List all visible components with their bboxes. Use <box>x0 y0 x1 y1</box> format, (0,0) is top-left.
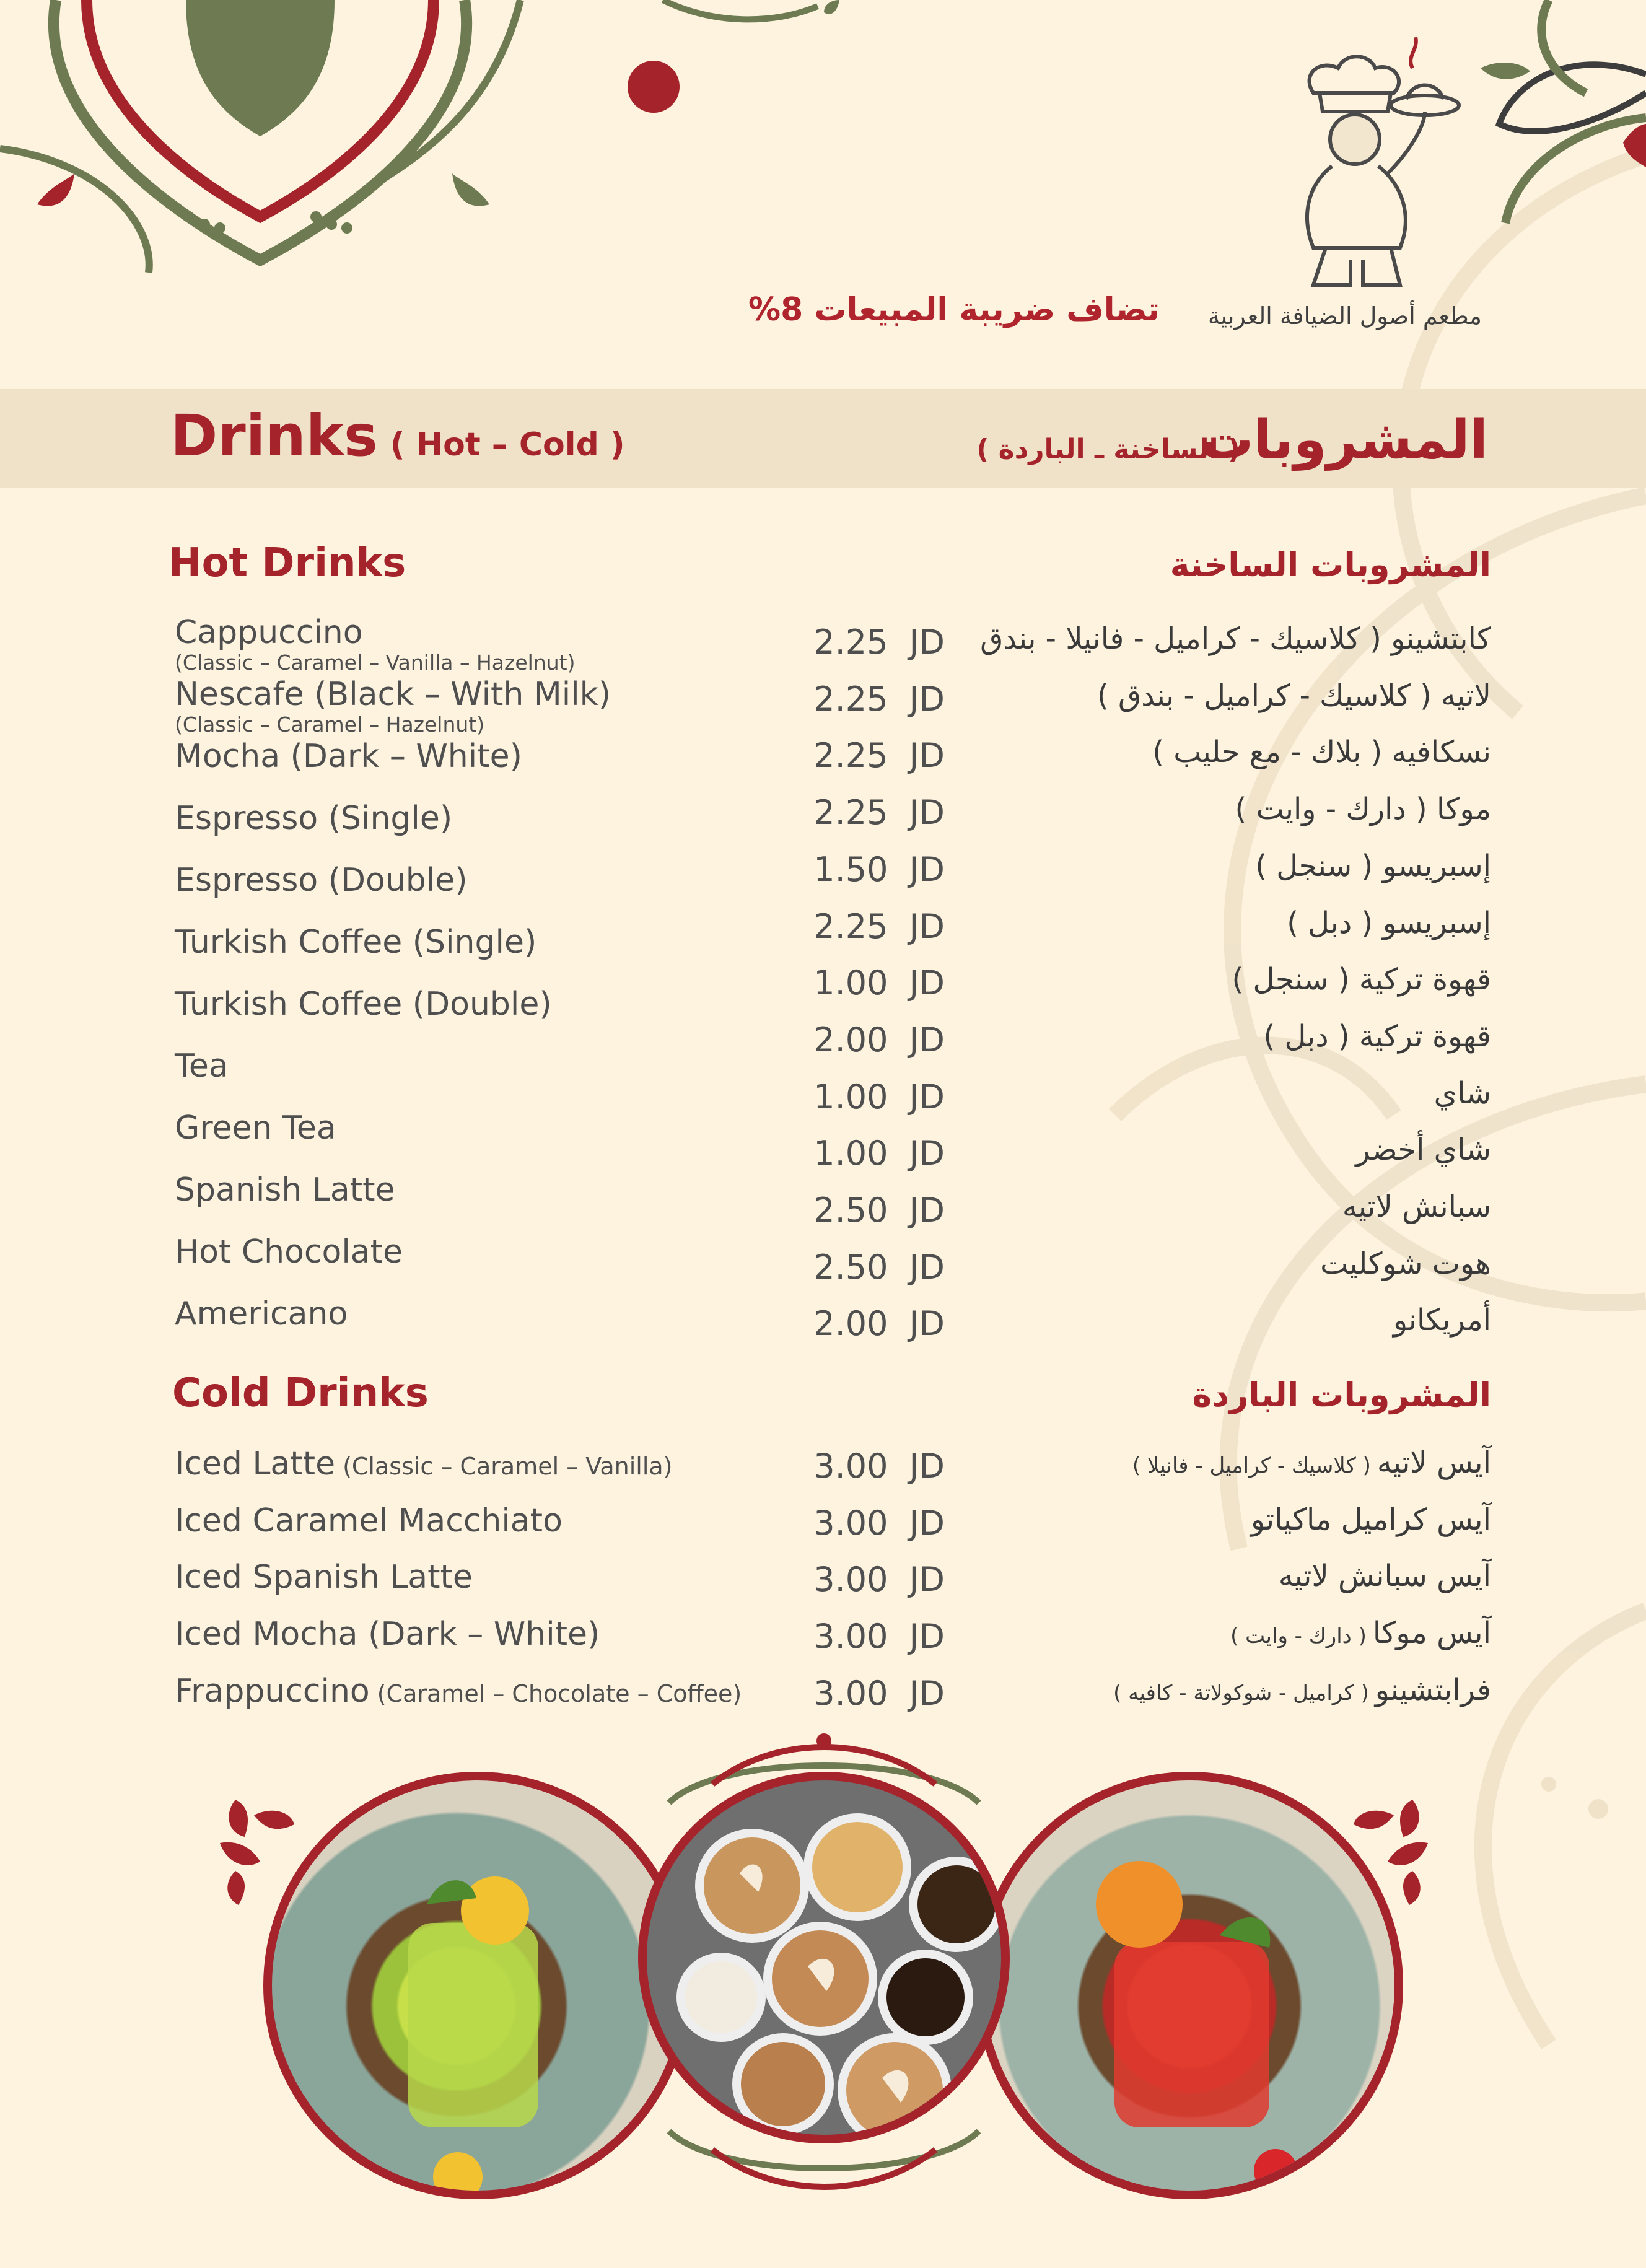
hot-item-price <box>759 1191 945 1230</box>
cold-item-name-en <box>175 1672 742 1710</box>
cold-item-label-ar: آيس سبانش لاتيه <box>1278 1559 1491 1594</box>
hot-item-name-en <box>175 862 468 899</box>
hot-item-name-ar: إسبريسو ( دبل ) <box>1287 905 1491 940</box>
cold-item-price <box>759 1504 945 1543</box>
coffee-cups-icon <box>647 1780 1010 2143</box>
currency-label: JD <box>909 1020 945 1059</box>
currency-label: JD <box>909 1673 945 1713</box>
hot-item-label-en: Spanish Latte <box>175 1171 395 1209</box>
price-value: 3.00 <box>813 1673 888 1713</box>
cold-item-options-ar: ( كراميل - شوكولاتة - كافيه ) <box>1113 1680 1369 1705</box>
cold-item-options-ar: ( دارك - وايت ) <box>1230 1624 1367 1649</box>
hot-item-label-en: Green Tea <box>175 1110 336 1147</box>
cold-item-name-ar <box>1230 1616 1491 1650</box>
price-value: 3.00 <box>813 1560 888 1600</box>
hot-item-label-en: Hot Chocolate <box>175 1233 403 1271</box>
currency-label: JD <box>909 906 945 946</box>
cold-item-label-en: Iced Spanish Latte <box>175 1559 473 1596</box>
hot-item-name-en <box>175 986 552 1023</box>
hot-item-label-en: Turkish Coffee (Single) <box>175 924 537 961</box>
hot-item-name-ar: لاتيه ( كلاسيك - كراميل - بندق ) <box>1097 678 1491 713</box>
price-value: 3.00 <box>813 1447 888 1486</box>
currency-label: JD <box>909 849 945 889</box>
currency-label: JD <box>909 1447 945 1486</box>
chef-logo <box>1307 37 1459 285</box>
currency-label: JD <box>909 793 945 833</box>
hot-item-label-en: Espresso (Double) <box>175 862 468 899</box>
price-value: 1.00 <box>813 1077 888 1116</box>
currency-label: JD <box>909 1134 945 1173</box>
hot-item-price <box>759 1304 945 1343</box>
hot-item-price <box>759 1077 945 1116</box>
hot-item-name-en <box>175 678 611 735</box>
hot-item-price <box>759 736 945 775</box>
hot-drinks-heading-ar: المشروبات الساخنة <box>1170 545 1491 584</box>
hot-item-price <box>759 907 945 946</box>
currency-label: JD <box>909 1304 945 1344</box>
hot-item-name-en <box>175 740 522 773</box>
hot-item-name-ar: موكا ( دارك - وايت ) <box>1235 792 1491 827</box>
cold-item-price <box>759 1447 945 1486</box>
cold-item-name-en <box>175 1502 563 1539</box>
red-drink-glass-icon <box>984 1780 1403 2199</box>
hot-item-name-ar: شاي أخضر <box>1355 1132 1491 1168</box>
price-value: 2.25 <box>813 793 888 833</box>
lemonade-photo <box>263 1772 691 2199</box>
cold-drinks-heading-en: Cold Drinks <box>172 1370 429 1416</box>
hot-item-name-en <box>175 800 453 837</box>
cold-item-price <box>759 1617 945 1656</box>
price-value: 2.00 <box>813 1304 888 1344</box>
cold-item-options-en: (Classic – Caramel – Vanilla) <box>343 1453 673 1480</box>
cold-item-label-en: Iced Latte <box>175 1445 336 1482</box>
hot-item-name-ar: نسكافيه ( بلاك - مع حليب ) <box>1152 735 1491 770</box>
hot-drinks-heading-en: Hot Drinks <box>169 540 406 586</box>
hot-item-options-en: (Classic – Caramel – Vanilla – Hazelnut) <box>175 650 576 675</box>
hot-item-name-ar: هوت شوكليت <box>1320 1246 1491 1281</box>
price-value: 3.00 <box>813 1503 888 1543</box>
price-value: 2.25 <box>813 679 888 719</box>
hot-item-name-en <box>175 1048 229 1085</box>
currency-label: JD <box>909 963 945 1003</box>
hot-item-price <box>759 1134 945 1173</box>
iced-tea-photo <box>976 1772 1403 2199</box>
cold-item-options-ar: ( كلاسيك - كراميل - فانيلا ) <box>1132 1453 1371 1478</box>
currency-label: JD <box>909 1560 945 1600</box>
cold-item-price <box>759 1560 945 1599</box>
cold-item-label-en: Iced Mocha (Dark – White) <box>175 1616 600 1653</box>
hot-item-label-en: Cappuccino <box>175 614 363 651</box>
cold-item-label-ar: آيس موكا <box>1372 1616 1491 1651</box>
hot-item-name-en <box>175 1110 336 1147</box>
price-value: 2.00 <box>813 1020 888 1059</box>
hot-item-options-en: (Classic – Caramel – Hazelnut) <box>175 712 485 737</box>
hot-item-name-ar: شاي <box>1434 1075 1491 1111</box>
hot-item-name-en <box>175 1171 395 1209</box>
hot-item-name-en <box>175 1295 348 1333</box>
cold-item-options-en: (Caramel – Chocolate – Coffee) <box>377 1679 742 1707</box>
price-value: 1.00 <box>813 963 888 1003</box>
cold-item-price <box>759 1674 945 1713</box>
title-en-text: Drinks <box>170 403 378 469</box>
hot-item-label-en: Nescafe (Black – With Milk) <box>175 676 611 713</box>
cold-item-label-ar: فرابتشينو <box>1375 1672 1491 1707</box>
lemonade-glass-icon <box>272 1780 691 2199</box>
hot-item-label-en: Americano <box>175 1295 348 1333</box>
currency-label: JD <box>909 1191 945 1230</box>
hot-item-price <box>759 850 945 889</box>
cold-item-label-ar: آيس كراميل ماكياتو <box>1250 1502 1491 1537</box>
cold-drinks-heading-ar: المشروبات الباردة <box>1192 1375 1491 1414</box>
currency-label: JD <box>909 679 945 719</box>
cold-item-label-en: Iced Caramel Macchiato <box>175 1502 563 1539</box>
coffee-cups-photo <box>638 1772 1010 2143</box>
hot-item-price <box>759 963 945 1002</box>
restaurant-name: مطعم أصول الضيافة العربية <box>1208 302 1482 330</box>
cold-item-label-en: Frappuccino <box>175 1672 370 1710</box>
hot-item-name-ar: أمريكانو <box>1393 1303 1491 1338</box>
hot-item-label-en: Tea <box>175 1048 229 1085</box>
hot-item-name-ar: كابتشينو ( كلاسيك - كراميل - فانيلا - بندق <box>980 621 1491 656</box>
hot-item-name-ar: قهوة تركية ( دبل ) <box>1263 1018 1491 1054</box>
currency-label: JD <box>909 623 945 662</box>
cold-item-name-ar <box>1113 1673 1491 1707</box>
cold-item-label-ar: آيس لاتيه <box>1377 1445 1491 1480</box>
hot-item-label-en: Espresso (Single) <box>175 800 453 837</box>
cold-item-name-en <box>175 1559 473 1596</box>
price-value: 1.50 <box>813 849 888 889</box>
currency-label: JD <box>909 1503 945 1543</box>
cold-item-name-en <box>175 1445 673 1482</box>
price-value: 2.50 <box>813 1247 888 1287</box>
hot-item-name-en <box>175 616 575 673</box>
page-title-en <box>170 403 625 469</box>
price-value: 2.25 <box>813 736 888 776</box>
cold-item-name-ar <box>1251 1502 1491 1537</box>
hot-item-name-ar: إسبريسو ( سنجل ) <box>1255 848 1491 883</box>
hot-item-price <box>759 1020 945 1059</box>
cold-item-name-ar <box>1279 1559 1491 1593</box>
price-value: 2.25 <box>813 623 888 662</box>
title-ar-subtitle: ( الساخنة ـ الباردة ) <box>976 434 1240 465</box>
currency-label: JD <box>909 1077 945 1116</box>
hot-item-name-ar: سبانش لاتيه <box>1342 1189 1491 1224</box>
cold-item-name-en <box>175 1616 600 1653</box>
price-value: 1.00 <box>813 1134 888 1173</box>
hot-item-name-en <box>175 924 537 961</box>
title-en-subtitle: ( Hot – Cold ) <box>390 426 625 463</box>
hot-item-label-en: Turkish Coffee (Double) <box>175 986 552 1023</box>
price-value: 2.25 <box>813 906 888 946</box>
hot-item-price <box>759 793 945 832</box>
hot-item-label-en: Mocha (Dark – White) <box>175 738 522 775</box>
price-value: 2.50 <box>813 1191 888 1230</box>
hot-item-name-en <box>175 1233 403 1271</box>
page-title-ar: المشروبات <box>1200 409 1488 471</box>
currency-label: JD <box>909 1617 945 1657</box>
top-left-ornament <box>0 0 839 273</box>
currency-label: JD <box>909 736 945 776</box>
sales-tax-note: تضاف ضريبة المبيعات 8% <box>748 291 1160 328</box>
hot-item-price <box>759 680 945 719</box>
hot-item-name-ar: قهوة تركية ( سنجل ) <box>1232 962 1491 997</box>
hot-item-price <box>759 1248 945 1287</box>
price-value: 3.00 <box>813 1617 888 1657</box>
hot-item-price <box>759 623 945 662</box>
currency-label: JD <box>909 1247 945 1287</box>
cold-item-name-ar <box>1132 1445 1491 1480</box>
